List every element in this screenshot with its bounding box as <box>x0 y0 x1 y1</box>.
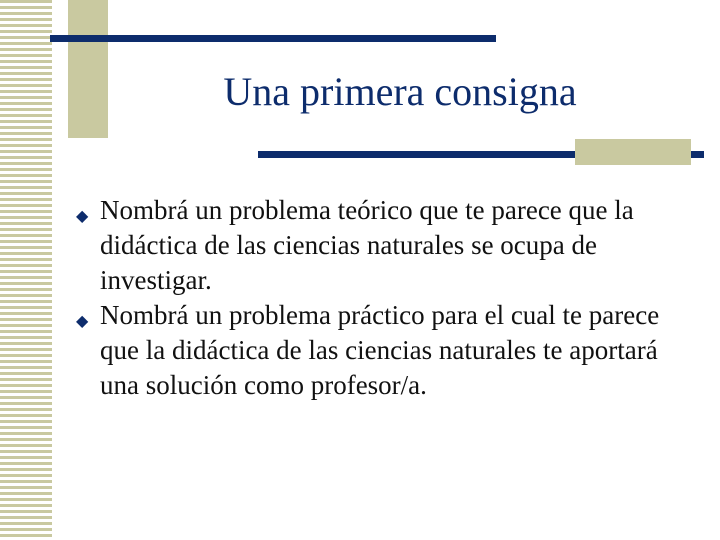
bullet-text: Nombrá un problema práctico para el cual te parece que la didáctica de las ciencias naturales te aportará una solución como profesor/a. <box>100 300 660 400</box>
olive-vertical-block <box>68 0 108 138</box>
diamond-bullet-icon: ◆ <box>76 208 89 225</box>
diamond-bullet-icon: ◆ <box>76 313 89 330</box>
bullet-text: Nombrá un problema teórico que te parece que la didáctica de las ciencias naturales se ocupa de investigar. <box>100 195 634 295</box>
top-accent-bar <box>50 35 496 42</box>
left-stripe-decoration <box>0 0 52 540</box>
slide-title: Una primera consigna <box>223 69 577 114</box>
bullet-item <box>76 298 686 403</box>
bullet-item <box>76 193 686 298</box>
bullet-list <box>76 193 686 403</box>
olive-horizontal-block <box>575 139 691 165</box>
